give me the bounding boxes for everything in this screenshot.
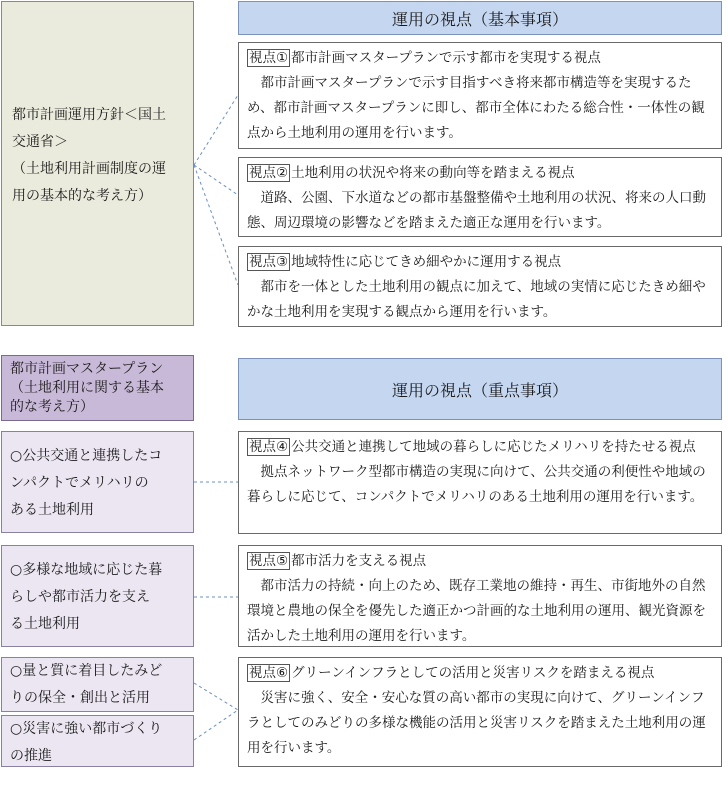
view-tag: 視点⑥ bbox=[249, 665, 289, 681]
item-line: の推進 bbox=[10, 748, 52, 764]
item-line: ある土地利用 bbox=[10, 502, 94, 518]
masterplan-line: 的な考え方） bbox=[10, 399, 94, 415]
item-line: りの保全・創出と活用 bbox=[10, 690, 150, 706]
view-body: 道路、公園、下水道などの都市基盤整備や土地利用の状況、将来の人口動態、周辺環境の影響などを踏まえた適正な運用を行います。 bbox=[247, 190, 706, 231]
item-line: らしや都市活力を支え bbox=[10, 589, 150, 605]
connector-item4-view6 bbox=[194, 710, 238, 740]
view-title: 都市活力を支える視点 bbox=[291, 553, 427, 569]
view-6-box bbox=[238, 657, 722, 767]
header-basic: 運用の視点（基本事項） bbox=[238, 1, 722, 35]
view-tag: 視点① bbox=[249, 50, 289, 66]
item-line: る土地利用 bbox=[10, 616, 80, 632]
item-green-conservation bbox=[1, 657, 194, 712]
view-body: 都市を一体とした土地利用の観点に加えて、地域の実情に応じたきめ細やかな土地利用を実現する観点から運用を行います。 bbox=[247, 279, 706, 320]
view-tag: 視点⑤ bbox=[249, 553, 289, 569]
view-title: 都市計画マスタープランで示す都市を実現する視点 bbox=[291, 50, 601, 66]
policy-line: 交通省＞ bbox=[12, 134, 68, 150]
view-5-box bbox=[238, 545, 722, 647]
item-line: ○量と質に着目したみど bbox=[10, 663, 163, 679]
header-priority: 運用の視点（重点事項） bbox=[238, 358, 722, 420]
view-title: 公共交通と連携して地域の暮らしに応じたメリハリを持たせる視点 bbox=[291, 439, 696, 455]
view-4-box bbox=[238, 431, 722, 534]
view-title: グリーンインフラとしての活用と災害リスクを踏まえる視点 bbox=[291, 665, 655, 681]
view-body: 都市活力の持続・向上のため、既存工業地の維持・再生、市街地外の自然環境と農地の保全を優先した適正かつ計画的な土地利用の運用、観光資源を活かした土地利用の運用を行います。 bbox=[247, 578, 706, 644]
view-3-box bbox=[238, 246, 722, 327]
masterplan-header bbox=[1, 355, 194, 421]
view-tag: 視点② bbox=[249, 165, 289, 181]
item-line: ○多様な地域に応じた暮 bbox=[10, 562, 163, 578]
view-title: 地域特性に応じてきめ細やかに運用する視点 bbox=[291, 254, 562, 270]
item-diverse-vitality bbox=[1, 545, 194, 647]
view-body: 都市計画マスタープランで示す目指すべき将来都市構造等を実現するため、都市計画マスタープランに即し、都市全体にわたる総合性・一体性の観点から土地利用の運用を行います。 bbox=[247, 75, 705, 141]
policy-line: （土地利用計画制度の運 bbox=[12, 161, 166, 177]
item-line: ○公共交通と連携したコ bbox=[10, 448, 163, 464]
view-tag: 視点④ bbox=[249, 439, 289, 455]
item-line: ンパクトでメリハリの bbox=[10, 475, 149, 491]
view-title-row bbox=[247, 435, 713, 460]
view-body: 災害に強く、安全・安心な質の高い都市の実現に向けて、グリーンインフラとしてのみどりの多様な機能の活用と災害リスクを踏まえた土地利用の運用を行います。 bbox=[247, 690, 706, 756]
connector-item3-view6 bbox=[194, 683, 238, 710]
view-title: 土地利用の状況や将来の動向等を踏まえる視点 bbox=[291, 165, 575, 181]
view-body: 拠点ネットワーク型都市構造の実現に向けて、公共交通の利便性や地域の暮らしに応じて、コンパクトでメリハリのある土地利用の運用を行います。 bbox=[247, 464, 706, 505]
view-title-row bbox=[247, 161, 713, 186]
view-title-row bbox=[247, 549, 713, 574]
view-tag: 視点③ bbox=[249, 254, 289, 270]
policy-line: 都市計画運用方針＜国土 bbox=[12, 107, 166, 123]
view-title-row bbox=[247, 661, 713, 686]
connector-policy-view3 bbox=[194, 165, 238, 285]
connector-policy-view1 bbox=[194, 95, 238, 165]
view-1-box bbox=[238, 42, 722, 149]
connector-policy-view2 bbox=[194, 165, 238, 195]
policy-box bbox=[1, 1, 194, 326]
item-line: ○災害に強い都市づくり bbox=[10, 721, 163, 737]
view-2-box bbox=[238, 157, 722, 237]
masterplan-line: （土地利用に関する基本 bbox=[10, 380, 164, 396]
view-title-row bbox=[247, 250, 713, 275]
view-title-row bbox=[247, 46, 713, 71]
masterplan-line: 都市計画マスタープラン bbox=[10, 361, 164, 377]
item-disaster-resilience bbox=[1, 715, 194, 767]
item-transit-compact bbox=[1, 431, 194, 533]
policy-line: 用の基本的な考え方） bbox=[12, 188, 152, 204]
